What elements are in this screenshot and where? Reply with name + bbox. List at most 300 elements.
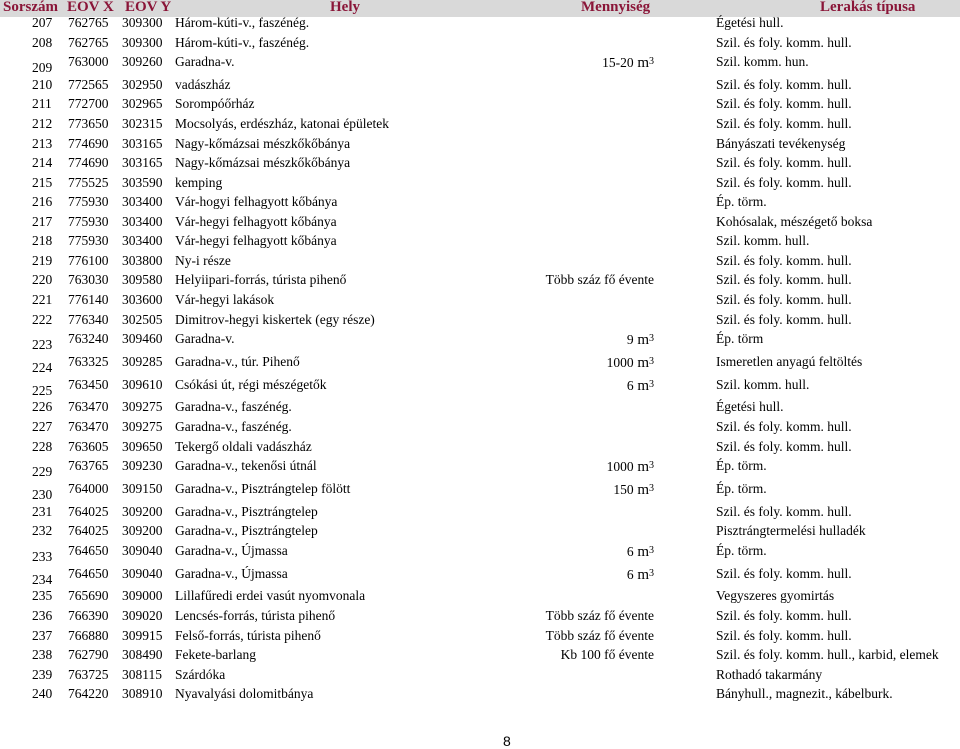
table-row <box>0 397 960 416</box>
row-type-text: Ép. törm <box>716 331 764 347</box>
row-eov-y-text: 303400 <box>122 194 163 210</box>
row-type-text: Szil. komm. hun. <box>716 54 809 70</box>
cubic-meter-unit <box>634 378 654 394</box>
row-place-text: Dimitrov-hegyi kiskertek (egy része) <box>175 311 375 327</box>
row-eov-y <box>122 564 163 583</box>
row-type <box>716 290 852 309</box>
row-place <box>175 502 318 521</box>
row-eov-y-text: 309580 <box>122 272 163 288</box>
row-eov-x-text: 775930 <box>68 213 109 229</box>
row-eov-x-text: 763470 <box>68 399 109 415</box>
table-row <box>0 173 960 192</box>
row-place-text: Helyiipari-forrás, túrista pihenő <box>175 272 347 288</box>
row-eov-y <box>122 231 163 250</box>
row-place <box>175 329 234 348</box>
row-type <box>716 564 852 583</box>
row-number-text: 232 <box>32 523 53 539</box>
row-type <box>716 684 893 703</box>
unit-text: m <box>633 332 649 349</box>
row-eov-y-text: 309275 <box>122 399 163 415</box>
row-eov-y-text: 309230 <box>122 458 163 474</box>
row-type-text: Ismeretlen anyagú feltöltés <box>716 353 863 369</box>
row-type <box>716 134 845 153</box>
row-number <box>32 153 52 172</box>
row-eov-x-text: 776100 <box>68 252 109 268</box>
row-eov-x-text: 763470 <box>68 419 109 434</box>
row-eov-y <box>122 352 163 371</box>
table-row <box>0 270 960 289</box>
row-number <box>32 192 52 211</box>
row-eov-x-text: 774690 <box>68 135 109 151</box>
row-eov-x <box>68 541 109 560</box>
row-eov-y <box>122 94 163 113</box>
table-row <box>0 479 960 502</box>
row-quantity <box>613 480 654 500</box>
row-eov-y-text: 309650 <box>122 438 163 454</box>
row-eov-y <box>122 684 163 703</box>
row-quantity <box>546 270 654 289</box>
row-eov-x <box>68 329 109 348</box>
row-place-text: Garadna-v. <box>175 54 235 70</box>
row-place <box>175 456 317 475</box>
row-eov-y-text: 308115 <box>122 666 162 682</box>
row-eov-x <box>68 251 109 270</box>
row-type <box>716 397 784 416</box>
row-type-text: Rothadó takarmány <box>716 666 823 682</box>
row-place <box>175 665 225 684</box>
row-place <box>175 479 350 498</box>
table-row <box>0 33 960 52</box>
row-place-text: Három-kúti-v., faszénég. <box>175 15 310 30</box>
row-place-text: Vár-hogyi felhagyott kőbánya <box>175 194 338 210</box>
row-type <box>716 479 767 498</box>
row-place <box>175 270 346 289</box>
row-place-text: Tekergő oldali vadászház <box>175 438 312 454</box>
row-number-text: 218 <box>32 233 53 249</box>
row-eov-x-text: 774690 <box>68 155 109 171</box>
table-row <box>0 212 960 231</box>
header-eov-x: EOV X <box>67 0 114 15</box>
row-eov-y <box>122 251 163 270</box>
row-number <box>32 212 52 231</box>
row-quantity <box>627 565 654 585</box>
row-type-text: Égetési hull. <box>716 15 784 30</box>
row-place <box>175 352 300 371</box>
row-eov-y <box>122 626 163 645</box>
row-number <box>32 626 52 645</box>
row-place <box>175 310 375 329</box>
row-number-text: 237 <box>32 627 53 643</box>
row-eov-x <box>68 310 109 329</box>
row-number-text: 216 <box>32 194 53 210</box>
row-number <box>32 94 52 113</box>
row-eov-y <box>122 456 163 475</box>
row-type-text: Égetési hull. <box>716 399 784 415</box>
header-hely: Hely <box>330 0 360 15</box>
row-quantity-text: 6 <box>626 543 634 559</box>
row-eov-y <box>122 192 163 211</box>
row-eov-x <box>68 114 109 133</box>
row-place <box>175 397 292 416</box>
row-eov-x <box>68 456 109 475</box>
row-number <box>32 437 52 456</box>
row-eov-x <box>68 437 109 456</box>
cubic-meter-unit <box>634 482 654 498</box>
table-row <box>0 94 960 113</box>
row-place <box>175 251 231 270</box>
row-type-text: Ép. törm. <box>716 458 767 474</box>
row-type <box>716 192 767 211</box>
row-type-text: Szil. és foly. komm. hull. <box>716 174 852 190</box>
row-eov-y <box>122 290 163 309</box>
row-quantity-text: Több száz fő évente <box>545 272 654 288</box>
row-eov-x-text: 763605 <box>68 438 109 454</box>
row-place <box>175 153 350 172</box>
row-type <box>716 586 834 605</box>
table-row <box>0 606 960 625</box>
row-number-text: 208 <box>32 34 53 50</box>
row-quantity-text: Több száz fő évente <box>545 607 654 623</box>
row-quantity <box>607 353 654 373</box>
row-eov-x <box>68 212 109 231</box>
row-place-text: Lencsés-forrás, túrista pihenő <box>175 607 336 623</box>
row-type-text: Szil. és foly. komm. hull. <box>716 565 852 581</box>
row-eov-y-text: 309275 <box>122 419 163 434</box>
page-number: 8 <box>503 733 511 749</box>
row-eov-x-text: 776140 <box>68 291 109 307</box>
row-eov-y-text: 309020 <box>122 607 163 623</box>
row-eov-x <box>68 479 109 498</box>
row-number <box>32 75 52 94</box>
row-place-text: Ny-i része <box>175 252 231 268</box>
table-row <box>0 134 960 153</box>
row-type-text: Szil. és foly. komm. hull. <box>716 76 852 92</box>
header-mennyiseg: Mennyiség <box>581 0 651 15</box>
row-place-text: Garadna-v., Pisztrángtelep fölött <box>175 480 351 496</box>
row-number-text: 219 <box>32 252 53 268</box>
row-place <box>175 94 254 113</box>
unit-text: m <box>633 543 649 560</box>
row-eov-x-text: 762765 <box>68 15 109 30</box>
row-place <box>175 375 326 394</box>
row-number-text: 223 <box>32 337 53 353</box>
row-number <box>32 251 52 270</box>
row-number-text: 213 <box>32 135 53 151</box>
row-place-text: Három-kúti-v., faszénég. <box>175 34 310 50</box>
row-number-text: 229 <box>32 464 53 480</box>
row-number <box>32 231 52 250</box>
table-row <box>0 502 960 521</box>
cubic-meter-unit <box>634 332 654 348</box>
row-eov-y-text: 303400 <box>122 233 163 249</box>
row-type <box>716 521 866 540</box>
row-place <box>175 173 222 192</box>
row-number-text: 236 <box>32 607 53 623</box>
row-eov-x-text: 762790 <box>68 647 109 663</box>
table-row <box>0 586 960 605</box>
row-place <box>175 33 309 52</box>
row-place-text: Garadna-v., tekenősi útnál <box>175 458 317 474</box>
row-eov-x <box>68 270 109 289</box>
row-place <box>175 541 288 560</box>
row-quantity-text: 1000 <box>606 459 634 475</box>
row-type <box>716 606 852 625</box>
row-place-text: Felső-forrás, túrista pihenő <box>175 627 321 643</box>
row-type-text: Szil. és foly. komm. hull. <box>716 419 852 434</box>
table-row <box>0 541 960 564</box>
table-row <box>0 192 960 211</box>
row-type <box>716 645 939 664</box>
row-number-text: 226 <box>32 399 53 415</box>
unit-text: m <box>633 459 649 476</box>
row-place-text: Sorompóőrház <box>175 96 255 112</box>
row-eov-y-text: 303400 <box>122 213 163 229</box>
row-type-text: Szil. komm. hull. <box>716 233 810 249</box>
row-eov-x-text: 773650 <box>68 116 109 131</box>
row-type-text: Szil. és foly. komm. hull. <box>716 627 852 643</box>
row-type <box>716 251 852 270</box>
table-row <box>0 564 960 587</box>
row-number-text: 217 <box>32 213 53 229</box>
row-type-text: Szil. és foly. komm. hull. <box>716 291 852 307</box>
row-type <box>716 541 767 560</box>
row-number-text: 227 <box>32 419 53 434</box>
row-place <box>175 13 309 32</box>
row-place <box>175 645 256 664</box>
row-number <box>32 521 52 540</box>
unit-exponent: 3 <box>649 544 654 556</box>
row-number-text: 214 <box>32 155 53 171</box>
row-type <box>716 94 852 113</box>
row-type-text: Bányhull., magnezit., kábelburk. <box>716 686 893 702</box>
unit-exponent: 3 <box>649 355 654 367</box>
table-row <box>0 290 960 309</box>
row-number <box>32 684 52 703</box>
row-number-text: 215 <box>32 174 53 190</box>
row-eov-y <box>122 75 163 94</box>
row-place-text: Lillafűredi erdei vasút nyomvonala <box>175 588 366 604</box>
row-place-text: Garadna-v. <box>175 331 235 347</box>
row-eov-y-text: 302505 <box>122 311 163 327</box>
row-eov-x-text: 772700 <box>68 96 109 112</box>
row-number-text: 222 <box>32 311 53 327</box>
row-eov-y <box>122 329 163 348</box>
row-number <box>32 586 52 605</box>
row-place-text: vadászház <box>175 76 231 92</box>
row-type <box>716 375 809 394</box>
row-eov-y-text: 302965 <box>122 96 163 112</box>
row-number <box>32 606 52 625</box>
row-eov-y-text: 309285 <box>122 353 163 369</box>
row-number-text: 233 <box>32 548 53 564</box>
row-eov-x-text: 775525 <box>68 174 109 190</box>
unit-text: m <box>633 354 649 371</box>
row-eov-x-text: 765690 <box>68 588 109 604</box>
row-number-text: 225 <box>32 382 53 398</box>
row-place <box>175 626 321 645</box>
row-place <box>175 231 337 250</box>
row-eov-x-text: 766880 <box>68 627 109 643</box>
row-quantity <box>627 330 654 350</box>
row-place <box>175 684 313 703</box>
row-number-text: 209 <box>32 60 53 76</box>
table-row <box>0 645 960 664</box>
unit-exponent: 3 <box>649 378 654 390</box>
row-place-text: Garadna-v., túr. Pihenő <box>175 353 300 369</box>
unit-exponent: 3 <box>649 482 654 494</box>
row-eov-y-text: 308910 <box>122 686 163 702</box>
row-eov-x <box>68 665 109 684</box>
row-quantity-text: 6 <box>626 377 634 393</box>
row-place <box>175 290 274 309</box>
row-number <box>32 270 52 289</box>
row-number-text: 220 <box>32 272 53 288</box>
row-number-text: 239 <box>32 666 53 682</box>
row-quantity-text: 1000 <box>606 354 634 370</box>
row-eov-y <box>122 212 163 231</box>
row-eov-y-text: 309040 <box>122 542 163 558</box>
row-eov-x <box>68 75 109 94</box>
row-place-text: Vár-hegyi felhagyott kőbánya <box>175 213 337 229</box>
row-number <box>32 665 52 684</box>
row-place-text: Garadna-v., faszénég. <box>175 399 292 415</box>
row-eov-x-text: 763450 <box>68 376 109 392</box>
row-type <box>716 626 852 645</box>
row-type-text: Ép. törm. <box>716 542 767 558</box>
row-eov-x-text: 763030 <box>68 272 109 288</box>
row-eov-x-text: 775930 <box>68 233 109 249</box>
row-place-text: Garadna-v., Újmassa <box>175 542 288 558</box>
row-eov-x <box>68 502 109 521</box>
row-place-text: Vár-hegyi lakások <box>175 291 275 307</box>
row-eov-x <box>68 52 109 71</box>
row-place <box>175 192 337 211</box>
unit-exponent: 3 <box>649 460 654 472</box>
row-place <box>175 114 389 133</box>
row-eov-x-text: 763240 <box>68 331 109 347</box>
row-place-text: Garadna-v., Pisztrángtelep <box>175 523 318 539</box>
table-row <box>0 417 960 436</box>
row-eov-y <box>122 586 163 605</box>
row-place <box>175 52 234 71</box>
row-eov-x <box>68 231 109 250</box>
table-row <box>0 114 960 133</box>
unit-text: m <box>633 377 649 394</box>
row-type-text: Szil. és foly. komm. hull., karbid, elemek <box>716 647 939 663</box>
row-eov-y-text: 309200 <box>122 503 163 519</box>
row-type <box>716 270 852 289</box>
table-row <box>0 13 960 32</box>
row-place-text: Fekete-barlang <box>175 647 256 663</box>
unit-text: m <box>633 481 649 498</box>
table-row <box>0 456 960 480</box>
table-row <box>0 521 960 540</box>
row-type <box>716 417 852 436</box>
row-eov-y-text: 303800 <box>122 252 163 268</box>
row-eov-x-text: 763765 <box>68 458 109 474</box>
row-eov-y <box>122 397 163 416</box>
row-quantity-text: 150 <box>613 481 634 497</box>
row-type <box>716 153 852 172</box>
row-eov-x-text: 764025 <box>68 523 109 539</box>
table-row <box>0 231 960 250</box>
row-place-text: Garadna-v., Pisztrángtelep <box>175 503 318 519</box>
row-number <box>32 13 52 32</box>
row-place-text: Szárdóka <box>175 666 226 682</box>
cubic-meter-unit <box>634 55 654 71</box>
row-type-text: Vegyszeres gyomirtás <box>716 588 835 604</box>
row-eov-y-text: 303165 <box>122 155 163 171</box>
row-type <box>716 52 809 71</box>
row-number-text: 221 <box>32 291 53 307</box>
row-eov-y <box>122 153 163 172</box>
row-eov-y <box>122 606 163 625</box>
row-type-text: Szil. és foly. komm. hull. <box>716 34 852 50</box>
row-eov-x-text: 764650 <box>68 565 109 581</box>
row-quantity <box>561 645 654 664</box>
row-eov-x-text: 764650 <box>68 542 109 558</box>
row-eov-y-text: 309000 <box>122 588 163 604</box>
row-number-text: 235 <box>32 588 53 604</box>
cubic-meter-unit <box>634 459 654 475</box>
row-eov-x <box>68 684 109 703</box>
row-type-text: Szil. és foly. komm. hull. <box>716 96 852 112</box>
row-number <box>32 310 52 329</box>
row-type-text: Bányászati tevékenység <box>716 135 846 151</box>
row-eov-y-text: 308490 <box>122 647 163 663</box>
table-row <box>0 437 960 456</box>
row-eov-y-text: 302315 <box>122 116 163 131</box>
row-eov-y <box>122 502 163 521</box>
row-type-text: Szil. és foly. komm. hull. <box>716 252 852 268</box>
row-eov-x-text: 762765 <box>68 34 109 50</box>
row-eov-x <box>68 375 109 394</box>
row-number <box>32 645 52 664</box>
row-eov-y <box>122 541 163 560</box>
row-type <box>716 329 763 348</box>
unit-text: m <box>633 566 649 583</box>
row-type <box>716 212 872 231</box>
row-quantity-text: 9 <box>626 332 634 348</box>
row-type-text: Ép. törm. <box>716 194 767 210</box>
row-place-text: Mocsolyás, erdészház, katonai épületek <box>175 116 390 131</box>
row-eov-x <box>68 134 109 153</box>
unit-text: m <box>633 55 649 72</box>
row-number <box>32 290 52 309</box>
row-type <box>716 310 852 329</box>
table-row <box>0 52 960 76</box>
header-eov-y: EOV Y <box>125 0 172 15</box>
row-quantity <box>627 542 654 562</box>
row-place <box>175 417 292 436</box>
row-number-text: 207 <box>32 15 53 30</box>
row-number <box>32 417 52 436</box>
row-eov-x-text: 764025 <box>68 503 109 519</box>
table-row <box>0 375 960 398</box>
row-number-text: 228 <box>32 438 53 454</box>
row-eov-x-text: 776340 <box>68 311 109 327</box>
row-number <box>32 502 52 521</box>
row-eov-y-text: 309610 <box>122 376 163 392</box>
row-number-text: 211 <box>32 96 52 112</box>
table-row <box>0 665 960 684</box>
row-eov-x <box>68 586 109 605</box>
row-eov-x <box>68 192 109 211</box>
row-type-text: Ép. törm. <box>716 480 767 496</box>
row-number-text: 212 <box>32 116 53 131</box>
row-quantity <box>627 376 654 396</box>
row-eov-y-text: 309260 <box>122 54 163 70</box>
